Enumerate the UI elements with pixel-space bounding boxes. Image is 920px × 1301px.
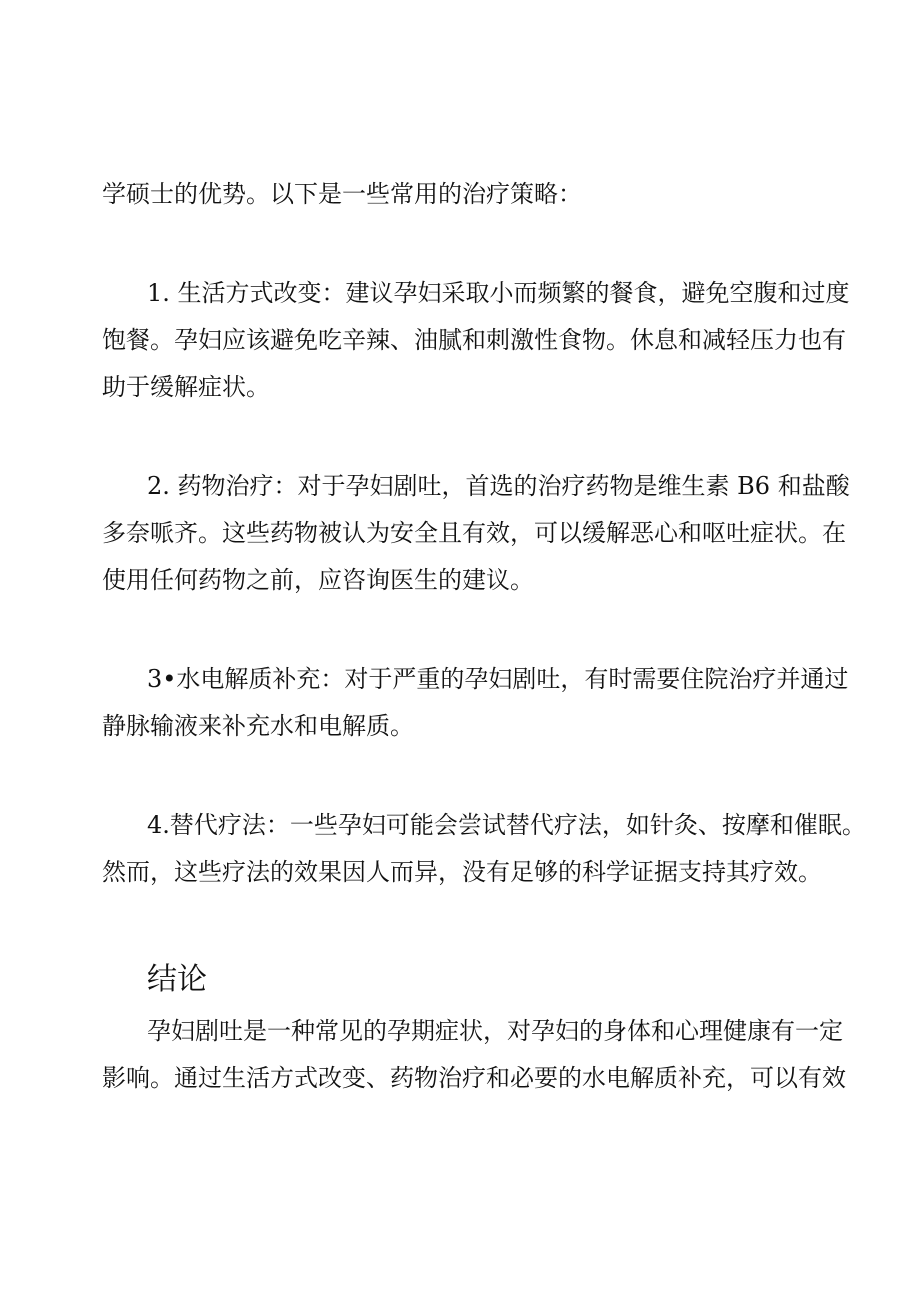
item-1-line-1: 1. 生活方式改变：建议孕妇采取小而频繁的餐食，避免空腹和过度 — [147, 279, 850, 307]
conclusion-line-2: 影响。通过生活方式改变、药物治疗和必要的水电解质补充，可以有效 — [102, 1064, 846, 1092]
item-3-line-2: 静脉输液来补充水和电解质。 — [102, 712, 414, 740]
item-2-line-1: 2. 药物治疗：对于孕妇剧吐，首选的治疗药物是维生素 B6 和盐酸 — [147, 472, 850, 500]
conclusion-heading: 结论 — [147, 962, 207, 997]
item-4-line-1: 4.替代疗法：一些孕妇可能会尝试替代疗法，如针灸、按摩和催眠。 — [147, 811, 866, 839]
item-1-line-2: 饱餐。孕妇应该避免吃辛辣、油腻和刺激性食物。休息和减轻压力也有 — [102, 326, 846, 354]
item-2-line-2: 多奈哌齐。这些药物被认为安全且有效，可以缓解恶心和呕吐症状。在 — [102, 519, 846, 547]
intro-line: 学硕士的优势。以下是一些常用的治疗策略： — [102, 180, 582, 208]
item-3-line-1: 3•水电解质补充：对于严重的孕妇剧吐，有时需要住院治疗并通过 — [147, 665, 849, 693]
item-4-line-2: 然而，这些疗法的效果因人而异，没有足够的科学证据支持其疗效。 — [102, 858, 822, 886]
item-1-line-3: 助于缓解症状。 — [102, 373, 270, 401]
conclusion-line-1: 孕妇剧吐是一种常见的孕期症状，对孕妇的身体和心理健康有一定 — [147, 1017, 843, 1045]
item-2-line-3: 使用任何药物之前，应咨询医生的建议。 — [102, 566, 534, 594]
